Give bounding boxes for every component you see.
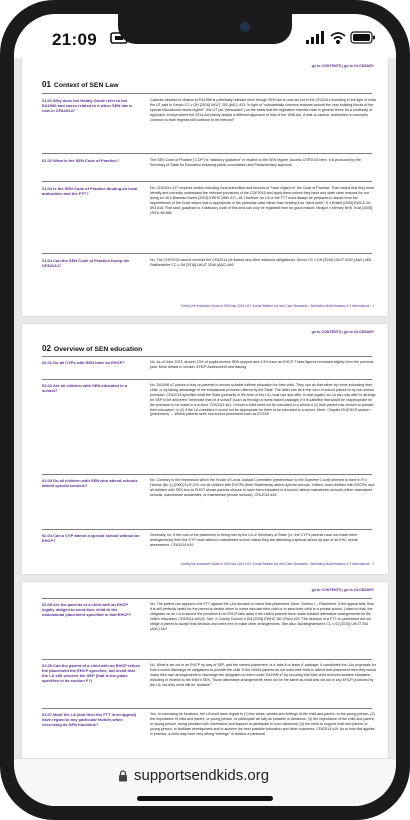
divider	[42, 153, 372, 154]
section-number: 02	[42, 344, 51, 353]
question[interactable]: 02.05 Are the parents of a child with an EHCP legally obliged to send their child to the educational placement specified in that EHCP?	[42, 602, 132, 618]
wifi-icon	[331, 33, 345, 43]
answer: Yes. In exercising its functions, the LA must have regard to (1) the views, wishes and feelings of the child and parent, or the young person, (2) the importance of child and parent, or young person, to participate as fully as possible in decisions, (3) the importance of the child and parent, or young person, being provided with information and support to participate in such decisions, (4) the need to support child and parent, or young person, to facilitate development and to achieve the best possible education and other outcomes: CFA2014 s19. As to how this applies in practice, a child may have very strong “feelings” in relation a particular	[150, 712, 375, 736]
notch	[118, 14, 292, 44]
answer: No. Contrary to the impression which the House of Lords Judicial Committee (predecessor to the Supreme Court) seemed to have in R v Harrow (No 1) [2000] ELR 109, not all children with EHCPs (their Statements) attend special schools. Indeed, most children with EHCPs, and all children with SEN but no EHCP whose parents choose to have them educated in a school, attend mainstream schools (either maintained schools, mainstream academies, or mainstream private schools): CFA2014 s34.	[150, 478, 375, 497]
footer-text: Hobby the extensive Guide to SEN law 2024 v.8.1 Social Welfare Act and Care Standards · Attribution-NoDerivatives 4.0 International · 2	[181, 562, 374, 566]
question[interactable]: 01.03 Is the SEN Code of Practice binding on local authorities and the FTT?	[42, 186, 138, 197]
answer: The SEN Code of Practice (‘COP’) is “statutory guidance” in relation to the SEN regime. Access COP2015 here. It is produced by the Secretary of State for Education following public consultation and Parliamentary approval.	[150, 158, 361, 167]
signal-icon	[306, 31, 324, 44]
page-footer	[22, 562, 388, 566]
browser-address-bar[interactable]	[14, 758, 396, 806]
page-footer	[22, 304, 388, 308]
answer: No. The parent can appeal to the FTT against the LA’s decision to name that placement. More: Section I – Placement. If the appeal fails, then it is still perfectly lawful for the parent to decide either to home educate their child or to send their child to a private school. Linked to that, the obligation on an LA to secure the provision in an EHCP falls away if the child’s parents have made suitable alternative arrangements for the child’s education: CFA2014 s42(5). See: X County Council v DM [2005] EWHC 162 (Fam) #20 ‘The decision of a FTT on placement did not oblige a parent to accept that decision and were free to make other arrangements. See also: Buckinghamshire CC v SJ [2016] UKUT 254 (AAC) #14	[150, 602, 375, 631]
answer: Generally, no. If the cost of the placement is being met by the LA or Secretary of State (i.e. the CYP’s parents have not made other arrangements) then the CYP must attend a mainstream school unless they are attending a special school as part of an EHC needs assessment: CFA2014 s34.	[150, 533, 358, 547]
battery-icon	[351, 32, 375, 43]
section-heading	[42, 80, 118, 89]
footer-text: Hobby the extensive Guide to SEN law 2024 v.8.1 Social Welfare Act and Care Standards · Attribution-NoDerivatives 4.0 International · 1	[181, 304, 374, 308]
answer: No. As of June 2023, around 13% of pupils receive SEN support and 4.3% have an EHCP. These figures increased slightly from the previous year. More details in section: EHCP Assessment and Issuing	[150, 360, 374, 369]
divider	[42, 93, 372, 94]
divider	[42, 253, 372, 254]
url-text[interactable]: supportsendkids.org	[134, 767, 270, 784]
question[interactable]: 02.01 Do all CYPs with SEN have an EHCP?	[42, 360, 125, 365]
document-page-1	[22, 58, 388, 316]
question[interactable]: 02.06 Can the parent of a child with an EHCP refuse the placement the EHCP specifies, but insist that the LA still secures the SEP (that is the plans specifies in its section F?)	[42, 663, 140, 684]
document-viewport[interactable]	[14, 58, 396, 758]
document-page-2	[22, 324, 388, 574]
question[interactable]: 01.02 What is the SEN Code of Practice?	[42, 158, 119, 163]
goto-links[interactable]: go to CONTENTS | go to GLOSSARY	[311, 64, 374, 68]
goto-links[interactable]: go to CONTENTS | go to GLOSSARY	[311, 588, 374, 592]
answer: No. What is set out in an EHCP by way of SEP, and the named placement, is a ‘take it or leave it’ package. It constitutes the LA’s proposals for how it would discharge its obligations to provide the child. If the child’s parents do not want their child to attend that placement then they would make their own arrangements to discharge the obligation on them under EA1996 s7 by securing that their child receives suitable education, including in relation to the child’s SEN. Those alternative arrangements need not be the same as what was set out in any EHCP produced by the LA, but they must still be “suitable”.	[150, 663, 376, 687]
status-icons	[306, 31, 376, 45]
answer: No. The COP2015 cannot override the CFA2014 (or indeed any other statutory obligations): Devon CC v OH [2016] UKUT 0292 (AAC) #65, Staffordshire CC v JM [2016] UKUT 0246 (AAC) #46.	[150, 258, 372, 267]
question[interactable]: 02.04 Can a CYP attend a special school without an EHCP?	[42, 533, 140, 544]
camera-dot	[240, 22, 250, 32]
question[interactable]: 02.07 Must the LA (and then the FTT in an appeal) have regard to any particular factors when exercising its SEN functions?	[42, 712, 137, 728]
question[interactable]: 02.03 Do all children with SEN who attend schools attend special schools?	[42, 478, 138, 489]
section-number: 01	[42, 80, 51, 89]
question[interactable]: 01.04 Can the SEN Code of Practice trump the CFA2014?	[42, 258, 130, 269]
section-title: Overview of SEN education	[53, 346, 143, 353]
document-page-3	[22, 582, 388, 758]
question[interactable]: 02.02 Are all children with SEN educated in a school?	[42, 383, 127, 394]
home-indicator[interactable]	[137, 796, 273, 801]
answer: No. CFA2014 s77 requires bodies including local authorities and schools to “have regard to” the Code of Practice. That means that they must identify and correctly understand the relevant provisions of the COP2015 and apply them unless they have and state clear reasons for not doing so: W v Blaenau Gwent [2003] EWHC 2880 #17–18. However, an LA or the FTT must always be prepared to depart from the requirements of the Code where that is appropriate in the particular case rather than treating it as “strict rules”: E v Bristol [2005] EWCA Civ 693 #18. That said, guidance or a statutory code of this kind can only be regarded from for good reason: Mnajue v Mersey NHS Trust [2005] UKHL 58 #68.	[150, 186, 374, 215]
section-heading	[42, 344, 142, 353]
divider	[42, 474, 372, 475]
divider	[42, 379, 372, 380]
divider	[42, 659, 372, 660]
section-title: Context of SEN Law	[53, 82, 119, 89]
answer: No. EA1996 s7 places a duty on parents to secure suitable fulltime education for their child. They can do that either by home-educating their child, or by taking advantage of the educational provision offered by the State. The latter can be in the form of school places or by non-school provision. CFA2014 specifies what the State (primarily in the form of the LA) must use and offer. In that regard, an LA can only offer to arrange for SEP to be delivered “otherwise than in a school” (such as through a home-based package) if it is satisfied that would be inappropriate for the provision to be made in a school: CFA2014 s61. Overall a child need not be educated in a school if (1) their parent has chosen to provide their education, or (2) if the LA considers it would not be appropriate for them to be educated in a school. More: Chapter 09 (EHCP section I (placement) → Where parents seek non-school placement such as EOTAS	[150, 383, 376, 417]
divider	[42, 356, 372, 357]
screen	[14, 14, 396, 806]
divider	[42, 529, 372, 530]
goto-links[interactable]: go to CONTENTS | go to GLOSSARY	[311, 330, 374, 334]
divider	[42, 598, 372, 599]
divider	[42, 181, 372, 182]
lock-icon	[118, 770, 128, 782]
clock: 21:09	[52, 30, 97, 49]
status-bar	[14, 14, 396, 58]
divider	[42, 708, 372, 709]
question[interactable]: 01.01 Why does the Hobby Guide refer to the EA1996 and cases related to it when SEN law is now in CFA2014?	[42, 98, 133, 114]
answer: Caselaw decided in relation to EA1996 is potentially relevant even though SEN law is now set out in the CFA2014 including in the light of what the UT said in Devon CC v OH [2016] UKUT 292 (AAC) #33 “In light of “substantially common features around the very building blocks of the special educational needs regime”, the UT (as “persuaded”) on the basis that the legislative intention was in general terms for a continuity of approach, except where the 2014 Act plainly adopts a different approach to that of the 1996 Act, it was of caution, authorities on concepts common to both regimes will continue to be relevant”.	[150, 98, 376, 122]
